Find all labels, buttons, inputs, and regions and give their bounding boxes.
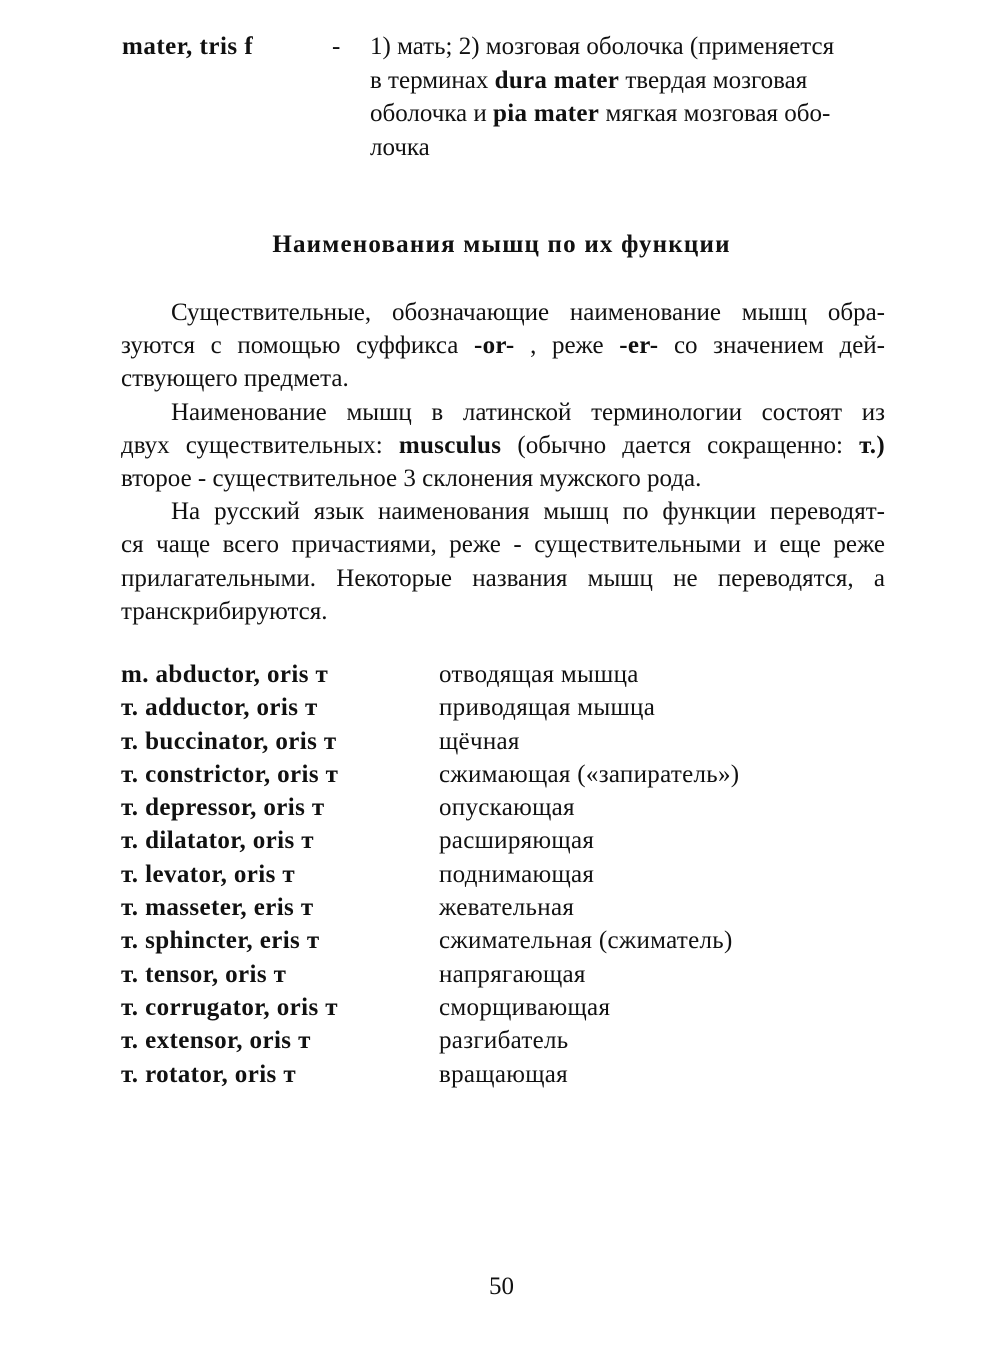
- muscle-latin-name: т. tensor, oris т: [121, 960, 287, 988]
- muscle-latin-name: m. abductor, oris т: [121, 661, 329, 688]
- body-paragraphs: [121, 296, 885, 628]
- muscle-row: [121, 694, 885, 727]
- suffix-er: -er-: [619, 332, 659, 360]
- text-run: , реже: [514, 332, 620, 360]
- muscle-russian-name: сморщивающая: [439, 993, 611, 1021]
- text-run: (обычно дается сокращенно:: [501, 431, 860, 459]
- muscle-row: [121, 994, 885, 1027]
- muscle-russian-name: отводящая мышца: [439, 661, 639, 688]
- def-text: мягкая мозговая обо-: [599, 100, 831, 127]
- muscle-row: [121, 728, 885, 761]
- muscle-latin-name: т. masseter, eris т: [121, 894, 314, 922]
- muscle-latin-name: т. sphincter, eris т: [121, 927, 320, 955]
- entry-def-line: [370, 64, 886, 98]
- muscle-russian-name: напрягающая: [439, 960, 586, 988]
- entry-def-line: лочка: [370, 133, 430, 161]
- def-term-dura-mater: dura mater: [494, 66, 620, 94]
- muscle-row: [121, 894, 885, 927]
- muscle-russian-name: жевательная: [439, 894, 575, 922]
- entry-definition: [370, 30, 886, 164]
- entry-def-line: 1) мать; 2) мозговая оболочка (применяется: [370, 33, 835, 60]
- muscle-row: [121, 1061, 885, 1094]
- def-text: оболочка и: [370, 100, 494, 127]
- muscle-latin-name: т. levator, oris т: [121, 860, 296, 888]
- muscle-row: [121, 827, 885, 860]
- paragraph-line: ся чаще всего причастиями, реже - существительными и еще реже: [121, 531, 885, 559]
- muscle-latin-name: т. adductor, oris т: [121, 694, 318, 722]
- muscle-row: [121, 761, 885, 794]
- term-musculus: musculus: [398, 431, 502, 459]
- def-term-pia-mater: pia mater: [493, 100, 600, 127]
- muscle-russian-name: приводящая мышца: [439, 694, 656, 722]
- page-number: 50: [489, 1273, 514, 1300]
- entry-term: mater, tris f: [122, 33, 254, 60]
- muscle-latin-name: т. dilatator, oris т: [121, 827, 314, 855]
- muscle-latin-name: т. constrictor, oris т: [121, 760, 339, 788]
- muscle-latin-name: т. depressor, oris т: [121, 794, 325, 822]
- muscle-row: [121, 1027, 885, 1060]
- suffix-or: -or-: [473, 332, 515, 360]
- muscle-russian-name: вращающая: [439, 1060, 568, 1088]
- section-title: Наименования мышц по их функции: [272, 231, 731, 258]
- paragraph-line: ствующего предмета.: [121, 365, 349, 393]
- def-text: в терминах: [370, 66, 495, 94]
- muscle-row: [121, 794, 885, 827]
- muscle-row: [121, 661, 885, 694]
- muscle-latin-name: т. extensor, oris т: [121, 1027, 311, 1055]
- paragraph-line: [121, 329, 885, 362]
- paragraph-line: второе - существительное 3 склонения мужского рода.: [121, 464, 702, 492]
- muscle-latin-name: т. corrugator, oris т: [121, 993, 338, 1021]
- text-run: двух существительных:: [121, 431, 399, 459]
- paragraph-line: Наименование мышц в латинской терминологии состоят из: [171, 398, 885, 426]
- muscle-russian-name: расширяющая: [439, 827, 595, 855]
- muscle-russian-name: щёчная: [439, 727, 520, 755]
- muscle-russian-name: опускающая: [439, 794, 575, 822]
- def-text: твердая мозговая: [619, 66, 808, 94]
- muscle-russian-name: сжимающая («запиратель»): [439, 760, 740, 788]
- paragraph-line: На русский язык наименования мышц по функции переводят-: [171, 498, 885, 526]
- muscle-russian-name: разгибатель: [439, 1027, 569, 1055]
- muscle-latin-name: т. buccinator, oris т: [121, 727, 337, 755]
- muscle-row: [121, 861, 885, 894]
- abbrev-m: т.): [859, 431, 885, 459]
- text-run: со значением дей-: [658, 332, 886, 360]
- dictionary-entry: [0, 30, 1003, 170]
- entry-dash: -: [332, 33, 341, 60]
- muscle-row: [121, 961, 885, 994]
- muscle-russian-name: сжимательная (сжиматель): [439, 927, 733, 955]
- muscle-list: [121, 661, 885, 1094]
- paragraph-line: [121, 429, 885, 462]
- paragraph-line: транскрибируются.: [121, 597, 328, 625]
- muscle-latin-name: т. rotator, oris т: [121, 1060, 296, 1088]
- entry-def-line: [370, 97, 886, 131]
- text-run: зуются с помощью суффикса: [121, 332, 474, 360]
- paragraph-line: прилагательными. Некоторые названия мышц не переводятся, а: [121, 564, 885, 592]
- muscle-russian-name: поднимающая: [439, 860, 595, 888]
- muscle-row: [121, 927, 885, 960]
- paragraph-line: Существительные, обозначающие наименование мышц обра-: [171, 299, 885, 326]
